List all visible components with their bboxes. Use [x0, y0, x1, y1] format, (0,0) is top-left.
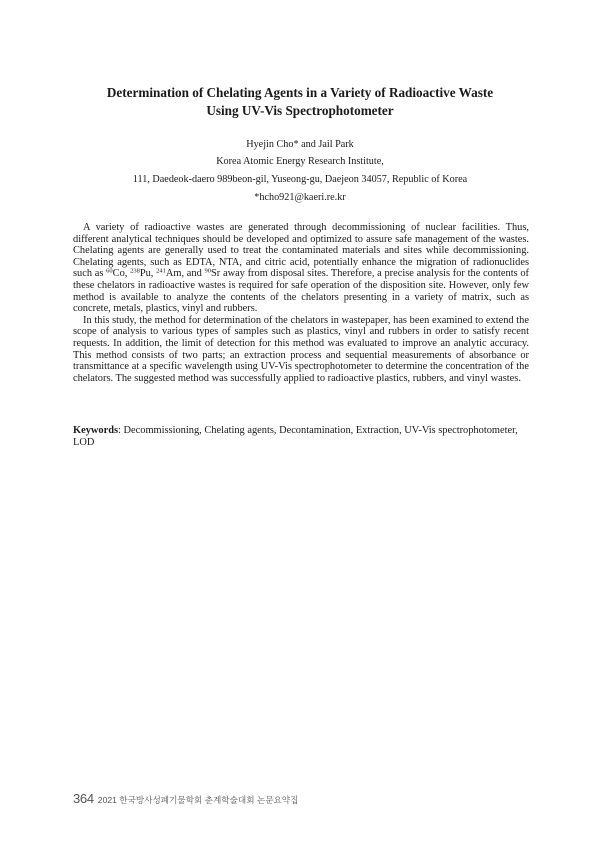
proceedings-title: 2021 한국방사성폐기물학회 춘계학술대회 논문요약집	[97, 795, 299, 805]
title-line-1: Determination of Chelating Agents in a Variety of Radioactive Waste	[106, 85, 494, 100]
paper-title	[60, 84, 540, 120]
abstract-p1-text-b: Sr away from disposal sites. Therefore, a precise analysis for the contents of these chelators in radioactive wastes is required for safe operation of the disposition site. However, only few method is available to analyze the contents of the chelators presenting in a variety of matrix, such as concrete, metals, plastics, vinyl and rubbers.	[73, 268, 530, 315]
affiliation: Korea Atomic Energy Research Institute,	[216, 156, 384, 167]
address: 111, Daedeok-daero 989beon-gil, Yuseong-gu, Daejeon 34057, Republic of Korea	[132, 174, 468, 185]
isotope-mass-pu: 238	[130, 267, 140, 275]
title-line-2: Using UV-Vis Spectrophotometer	[206, 103, 394, 118]
isotope-mass-sr: 90	[204, 267, 211, 275]
isotope-symbol-co: Co,	[112, 268, 131, 280]
page-footer	[73, 790, 298, 808]
isotope-symbol-am: Am, and	[165, 268, 205, 280]
authors: Hyejin Cho* and Jail Park	[246, 139, 354, 150]
abstract-paragraph-2: In this study, the method for determination of the chelators in wastepaper, has been examined to extend the scope of analysis to various types of samples such as plastics, vinyl and rubbers in order to satisfy recent requests. In addition, the limit of detection for this method was evaluated to improve an analytic accuracy. This method consists of two parts; an extraction process and sequential measurements of absorbance or transmittance at a specific wavelength using UV-Vis spectrophotometer to determine the concentration of the chelators. The suggested method was successfully applied to radioactive plastics, rubbers, and vinyl wastes.	[73, 314, 529, 384]
isotope-mass-co: 60	[106, 267, 113, 275]
keywords-text: Decommissioning, Chelating agents, Decontamination, Extraction, UV-Vis spectrophotometer, LOD	[73, 425, 518, 448]
abstract-paragraph-1	[73, 222, 529, 315]
email: *hcho921@kaeri.re.kr	[254, 192, 346, 203]
keywords-label: Keywords	[73, 425, 119, 436]
keywords-separator: :	[118, 425, 124, 436]
isotope-mass-am: 241	[156, 267, 166, 275]
isotope-symbol-pu: Pu,	[139, 268, 157, 280]
abstract	[73, 222, 529, 384]
abstract-p1-text-a: A variety of radioactive wastes are generated through decommissioning of nuclear facilities. Thus, different analytical techniques should be developed and optimized to assure safe management of the wastes. Chelating agents are generally used to treat the contaminated materials and sites while decommissioning. Chelating agents, such as EDTA, NTA, and citric acid, potentially enhance the migration of radionuclides such as	[73, 222, 529, 280]
keywords	[73, 425, 529, 449]
page-number: 364	[73, 791, 94, 806]
